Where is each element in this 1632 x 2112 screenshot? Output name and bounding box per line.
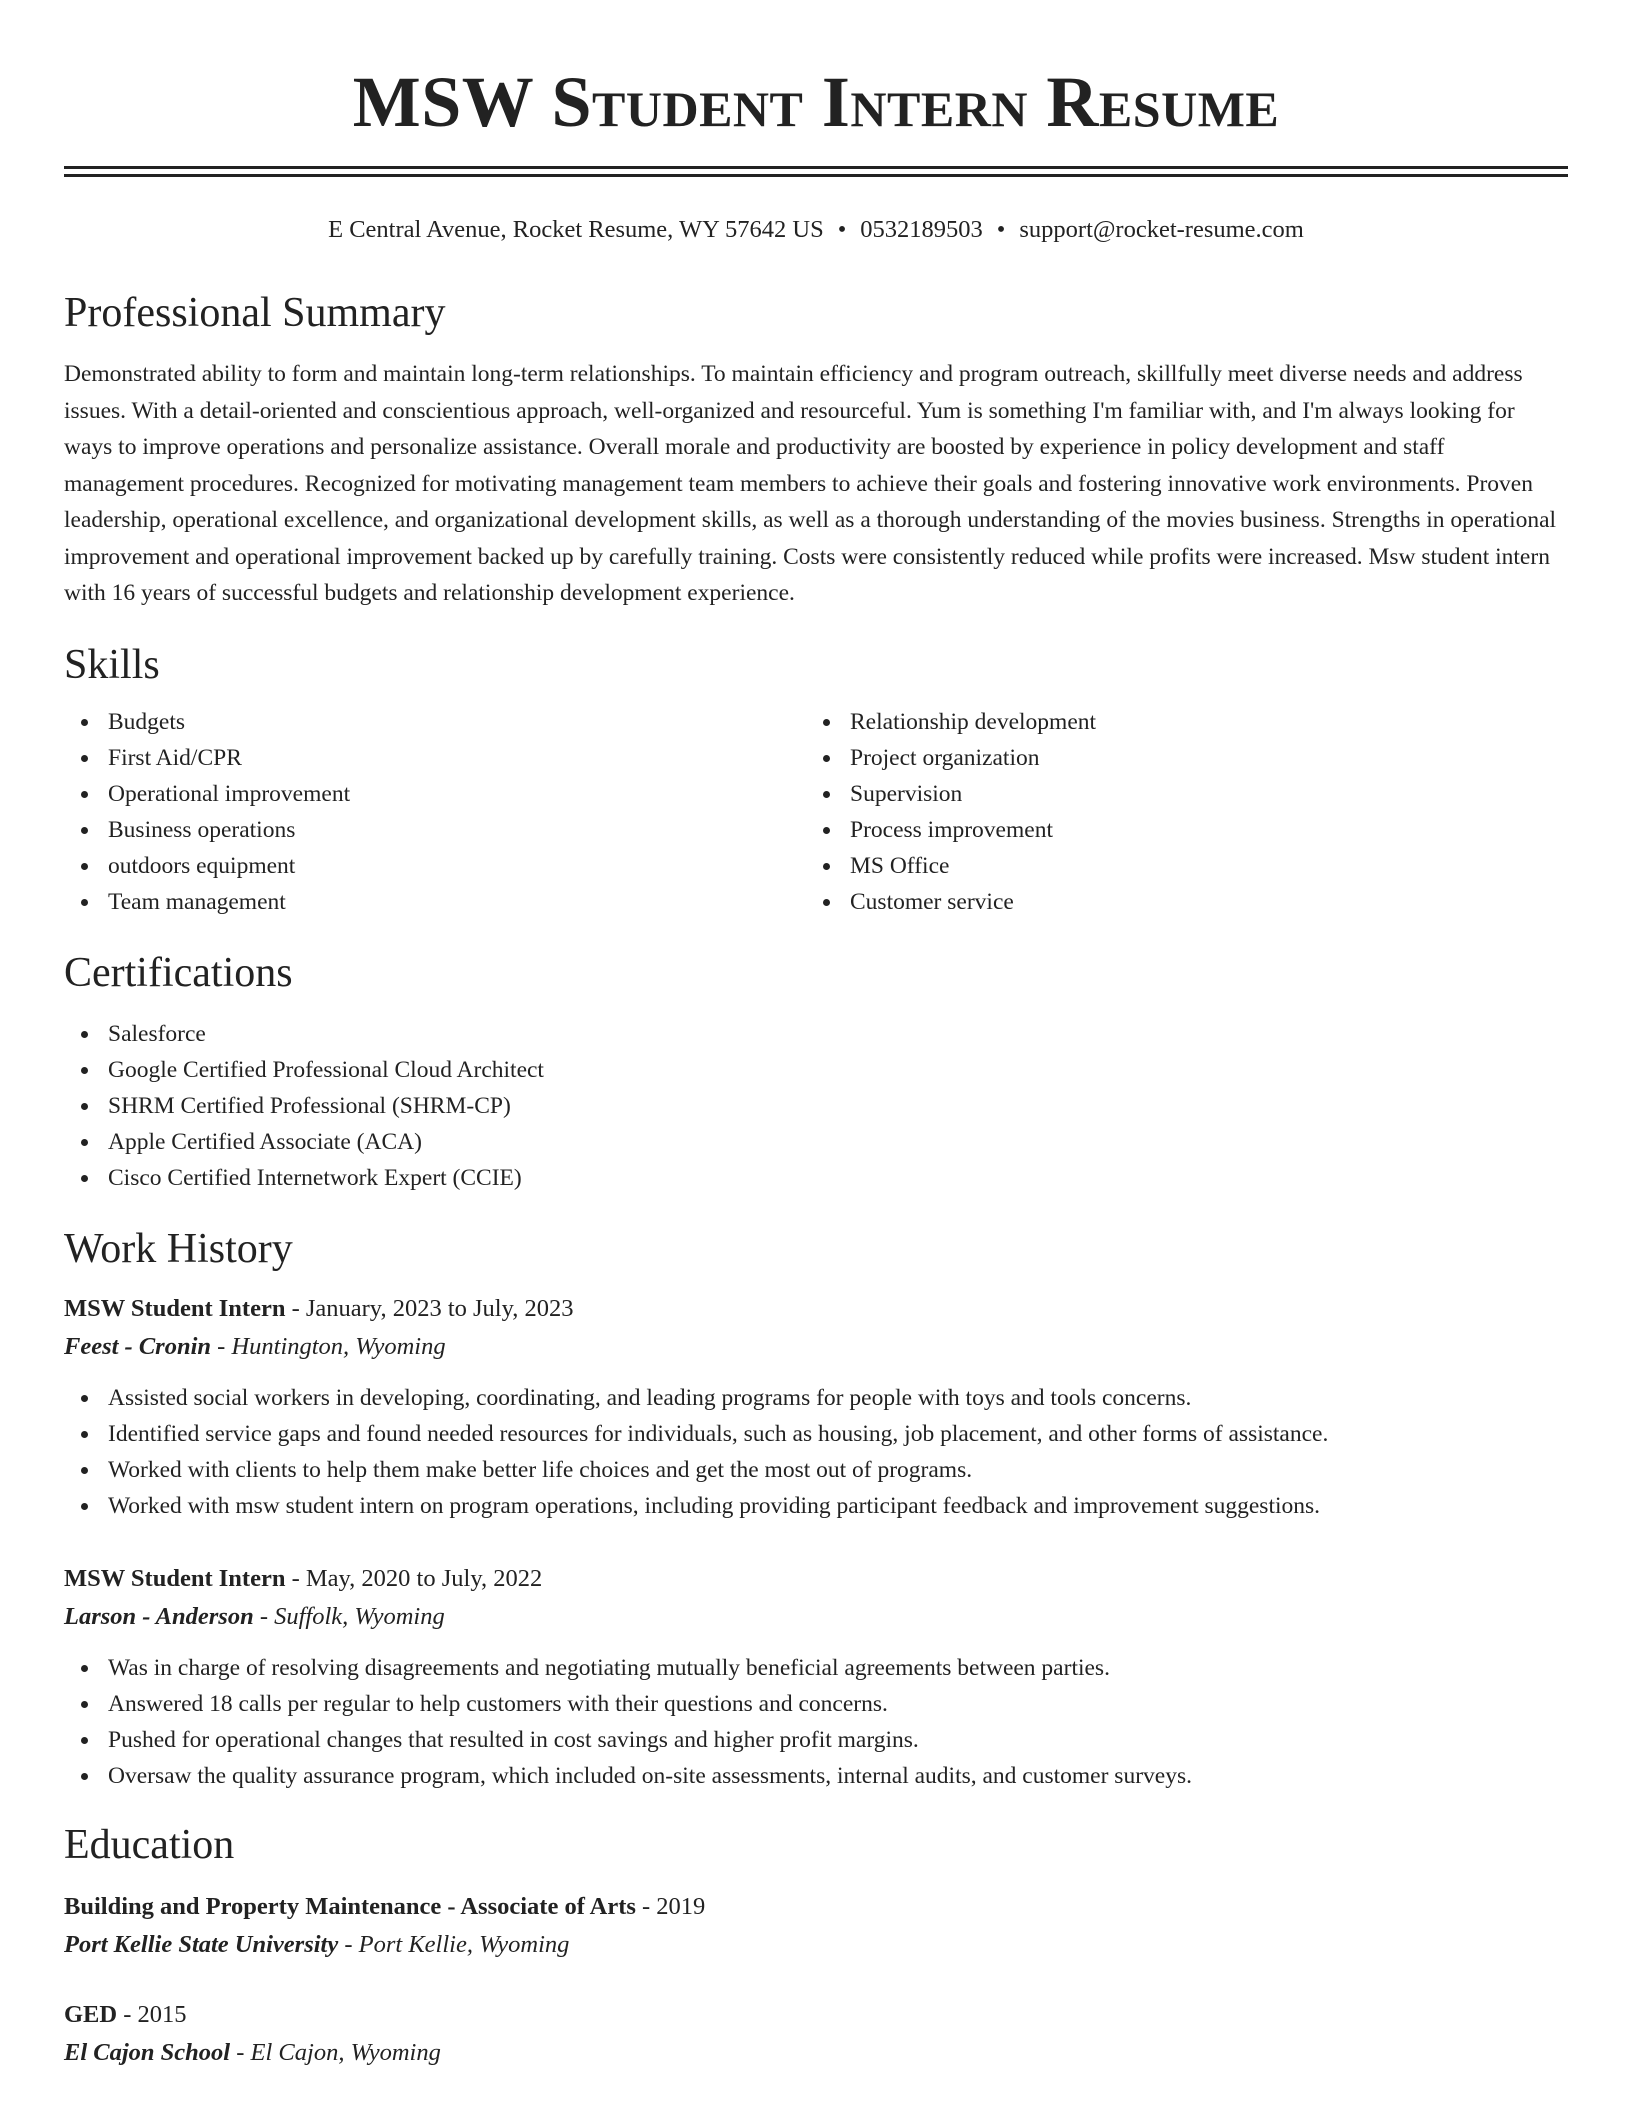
skills-list-right [806, 704, 1548, 920]
skill-item: Business operations [64, 812, 806, 848]
certification-item: SHRM Certified Professional (SHRM-CP) [64, 1088, 1568, 1124]
skills-section [64, 640, 1568, 920]
education-year: - 2019 [635, 1892, 706, 1920]
job-duties [64, 1380, 1568, 1524]
summary-heading: Professional Summary [64, 290, 446, 336]
contact-address: E Central Avenue, Rocket Resume, WY 57642 US [328, 216, 824, 243]
job-duty-item: Pushed for operational changes that resulted in cost savings and higher profit margins. [64, 1722, 1568, 1758]
job-duty-item: Identified service gaps and found needed resources for individuals, such as housing, job placement, and other forms of assistance. [64, 1416, 1568, 1452]
education-entry [64, 1888, 1568, 1964]
contact-line [64, 215, 1568, 245]
resume-title: MSW Student Intern Resume [352, 62, 1280, 142]
job-title: MSW Student Intern [64, 1294, 286, 1322]
work-history-section [64, 1224, 1568, 1794]
education-school: Port Kellie State University [64, 1930, 339, 1958]
education-year: - 2015 [117, 2000, 187, 2028]
certifications-heading: Certifications [64, 949, 293, 996]
certifications-list [64, 1016, 1568, 1196]
job-duty-item: Answered 18 calls per regular to help customers with their questions and concerns. [64, 1686, 1568, 1722]
job-duty-item: Assisted social workers in developing, coordinating, and leading programs for people with toys and tools concerns. [64, 1380, 1568, 1416]
contact-separator: • [837, 216, 847, 243]
job-duties [64, 1650, 1568, 1794]
education-header [64, 1996, 1568, 2034]
skill-item: Team management [64, 884, 806, 920]
skill-item: Project organization [806, 740, 1548, 776]
title-divider [64, 166, 1568, 177]
job-header [64, 1290, 1568, 1328]
job-dates: - May, 2020 to July, 2022 [285, 1564, 543, 1592]
certifications-section [64, 948, 1568, 1196]
skills-grid [64, 704, 1568, 920]
certification-item: Cisco Certified Internetwork Expert (CCIE) [64, 1160, 1568, 1196]
skill-item: Supervision [806, 776, 1548, 812]
contact-email: support@rocket-resume.com [1019, 216, 1304, 243]
education-school-line [64, 2034, 1568, 2072]
certification-item: Google Certified Professional Cloud Architect [64, 1052, 1568, 1088]
skill-item: First Aid/CPR [64, 740, 806, 776]
skill-item: Customer service [806, 884, 1548, 920]
job-employer [64, 1328, 1568, 1366]
certification-item: Salesforce [64, 1016, 1568, 1052]
skill-item: MS Office [806, 848, 1548, 884]
job-title: MSW Student Intern [64, 1564, 286, 1592]
job-company: Feest - Cronin [64, 1332, 212, 1360]
job-duty-item: Was in charge of resolving disagreements and negotiating mutually beneficial agreements between parties. [64, 1650, 1568, 1686]
education-header [64, 1888, 1568, 1926]
skill-item: Relationship development [806, 704, 1548, 740]
job-employer [64, 1598, 1568, 1636]
skill-item: Process improvement [806, 812, 1548, 848]
skills-heading: Skills [64, 641, 160, 688]
job-duty-item: Worked with msw student intern on program operations, including providing participant feedback and improvement suggestions. [64, 1488, 1568, 1524]
education-entry [64, 1996, 1568, 2072]
certification-item: Apple Certified Associate (ACA) [64, 1124, 1568, 1160]
summary-text: Demonstrated ability to form and maintain long-term relationships. To maintain efficiency and program outreach, skillfully meet diverse needs and address issues. With a detail-oriented and conscientious approach, well-organized and resourceful. Yum is something I'm familiar with, and I'm always looking for ways to improve operations and personalize assistance. Overall morale and productivity are boosted by experience in policy development and staff management procedures. Recognized for motivating management team members to achieve their goals and fostering innovative work environments. Proven leadership, operational excellence, and organizational development skills, as well as a thorough understanding of the movies business. Strengths in operational improvement and operational improvement backed up by carefully training. Costs were consistently reduced while profits were increased. Msw student intern with 16 years of successful budgets and relationship development experience. [64, 361, 1557, 606]
job-duty-item: Oversaw the quality assurance program, which included on-site assessments, internal audits, and customer surveys. [64, 1758, 1568, 1794]
education-degree: Building and Property Maintenance - Associate of Arts [64, 1892, 636, 1920]
skills-list-left [64, 704, 806, 920]
education-school-line [64, 1926, 1568, 1964]
work-history-heading: Work History [64, 1225, 293, 1272]
education-section [64, 1820, 1568, 2072]
job-location: - Huntington, Wyoming [211, 1332, 446, 1360]
contact-separator: • [996, 216, 1006, 243]
job-entry [64, 1560, 1568, 1794]
job-company: Larson - Anderson [64, 1602, 254, 1630]
job-duty-item: Worked with clients to help them make better life choices and get the most out of programs. [64, 1452, 1568, 1488]
education-heading: Education [64, 1821, 235, 1868]
skill-item: Operational improvement [64, 776, 806, 812]
skill-item: outdoors equipment [64, 848, 806, 884]
job-entry [64, 1290, 1568, 1524]
education-school: El Cajon School [64, 2038, 231, 2066]
contact-phone: 0532189503 [860, 216, 983, 243]
summary-section [64, 288, 1568, 612]
education-location: - El Cajon, Wyoming [230, 2038, 441, 2066]
job-location: - Suffolk, Wyoming [253, 1602, 445, 1630]
job-dates: - January, 2023 to July, 2023 [285, 1294, 574, 1322]
education-degree: GED [64, 2000, 118, 2028]
education-location: - Port Kellie, Wyoming [338, 1930, 570, 1958]
job-header [64, 1560, 1568, 1598]
skill-item: Budgets [64, 704, 806, 740]
